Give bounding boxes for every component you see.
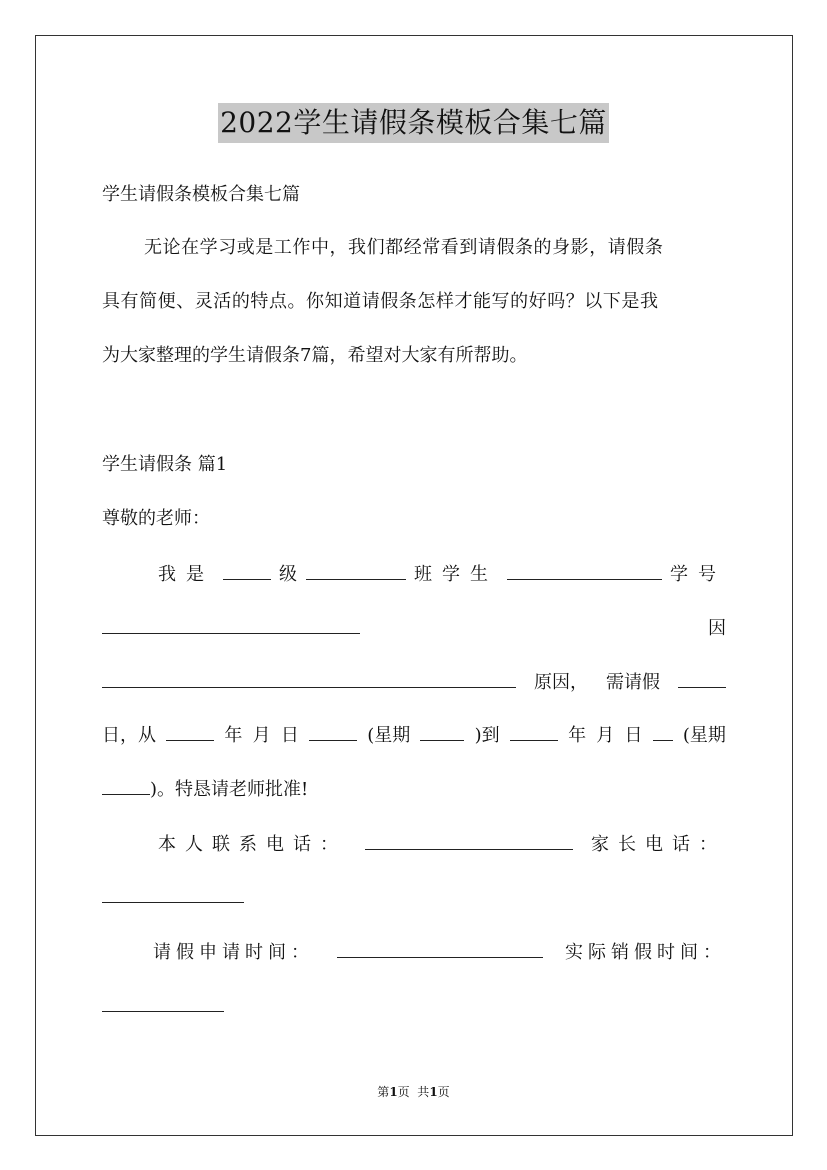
blank-weekday-2[interactable] [102, 776, 150, 795]
label-year-1: 年 [224, 725, 243, 746]
blank-to-year[interactable] [510, 722, 558, 741]
form-line-2 [102, 615, 726, 641]
footer-mid: 页 共 [397, 1085, 430, 1099]
section-heading: 学生请假条 篇1 [102, 454, 228, 475]
form-line-1 [158, 561, 726, 587]
label-because: 因 [708, 618, 726, 639]
blank-my-phone[interactable] [365, 831, 573, 850]
blank-weekday-1[interactable] [420, 722, 464, 741]
document-title-wrap [0, 103, 827, 143]
blank-parent-phone[interactable] [102, 884, 244, 903]
blank-from-year[interactable] [166, 722, 214, 741]
label-day-1: 日 [280, 725, 299, 746]
form-line-time [153, 939, 726, 965]
blank-student-no-cont[interactable] [102, 615, 360, 634]
blank-student-no[interactable] [507, 561, 662, 580]
page-footer [0, 1084, 827, 1100]
blank-reason[interactable] [102, 669, 516, 688]
label-to: )到 [474, 725, 500, 746]
label-parent-phone: 家长电话： [591, 834, 726, 855]
subtitle: 学生请假条模板合集七篇 [102, 184, 300, 205]
intro-line-3: 为大家整理的学生请假条7篇，希望对大家有所帮助。 [102, 345, 528, 366]
form-line-3 [102, 669, 726, 695]
greeting: 尊敬的老师： [102, 508, 210, 529]
intro-line-1: 无论在学习或是工作中，我们都经常看到请假条的身影，请假条 [144, 237, 664, 258]
label-i-am: 我是 [158, 564, 214, 585]
label-grade: 级 [279, 564, 297, 585]
intro-line-2: 具有简便、灵活的特点。你知道请假条怎样才能写的好吗？以下是我 [102, 291, 659, 312]
form-line-phone [158, 831, 726, 857]
footer-suffix: 页 [437, 1085, 450, 1099]
blank-grade[interactable] [223, 561, 271, 580]
footer-prefix: 第 [377, 1085, 390, 1099]
document-title: 2022学生请假条模板合集七篇 [218, 103, 609, 143]
label-student-no: 学号 [670, 564, 726, 585]
blank-actual-time[interactable] [102, 993, 224, 1012]
blank-from-day[interactable] [309, 722, 357, 741]
form-line-time-cont [102, 993, 224, 1019]
label-class-student: 班学生 [414, 564, 498, 585]
form-line-phone-cont [102, 884, 244, 910]
blank-days[interactable] [678, 669, 726, 688]
label-weekday-open-1: (星期 [367, 725, 411, 746]
blank-to-day[interactable] [653, 722, 673, 741]
form-line-4 [102, 722, 726, 748]
label-day-from: 日，从 [102, 725, 156, 746]
label-actual-time: 实际销假时间： [565, 942, 726, 963]
blank-class[interactable] [306, 561, 406, 580]
footer-page-total: 1 [429, 1085, 438, 1099]
label-closing: )。特恳请老师批准! [150, 779, 309, 800]
form-line-5 [102, 776, 308, 802]
footer-page-no: 1 [389, 1085, 398, 1099]
label-need-leave: 需请假 [606, 672, 660, 693]
label-year-2: 年 [568, 725, 587, 746]
label-day-2: 日 [624, 725, 643, 746]
label-apply-time: 请假申请时间： [153, 942, 314, 963]
label-my-phone: 本人联系电话： [158, 834, 347, 855]
label-reason: 原因， [534, 672, 588, 693]
blank-apply-time[interactable] [337, 939, 543, 958]
label-month-2: 月 [596, 725, 615, 746]
label-month-1: 月 [252, 725, 271, 746]
label-weekday-open-2: (星期 [682, 725, 726, 746]
